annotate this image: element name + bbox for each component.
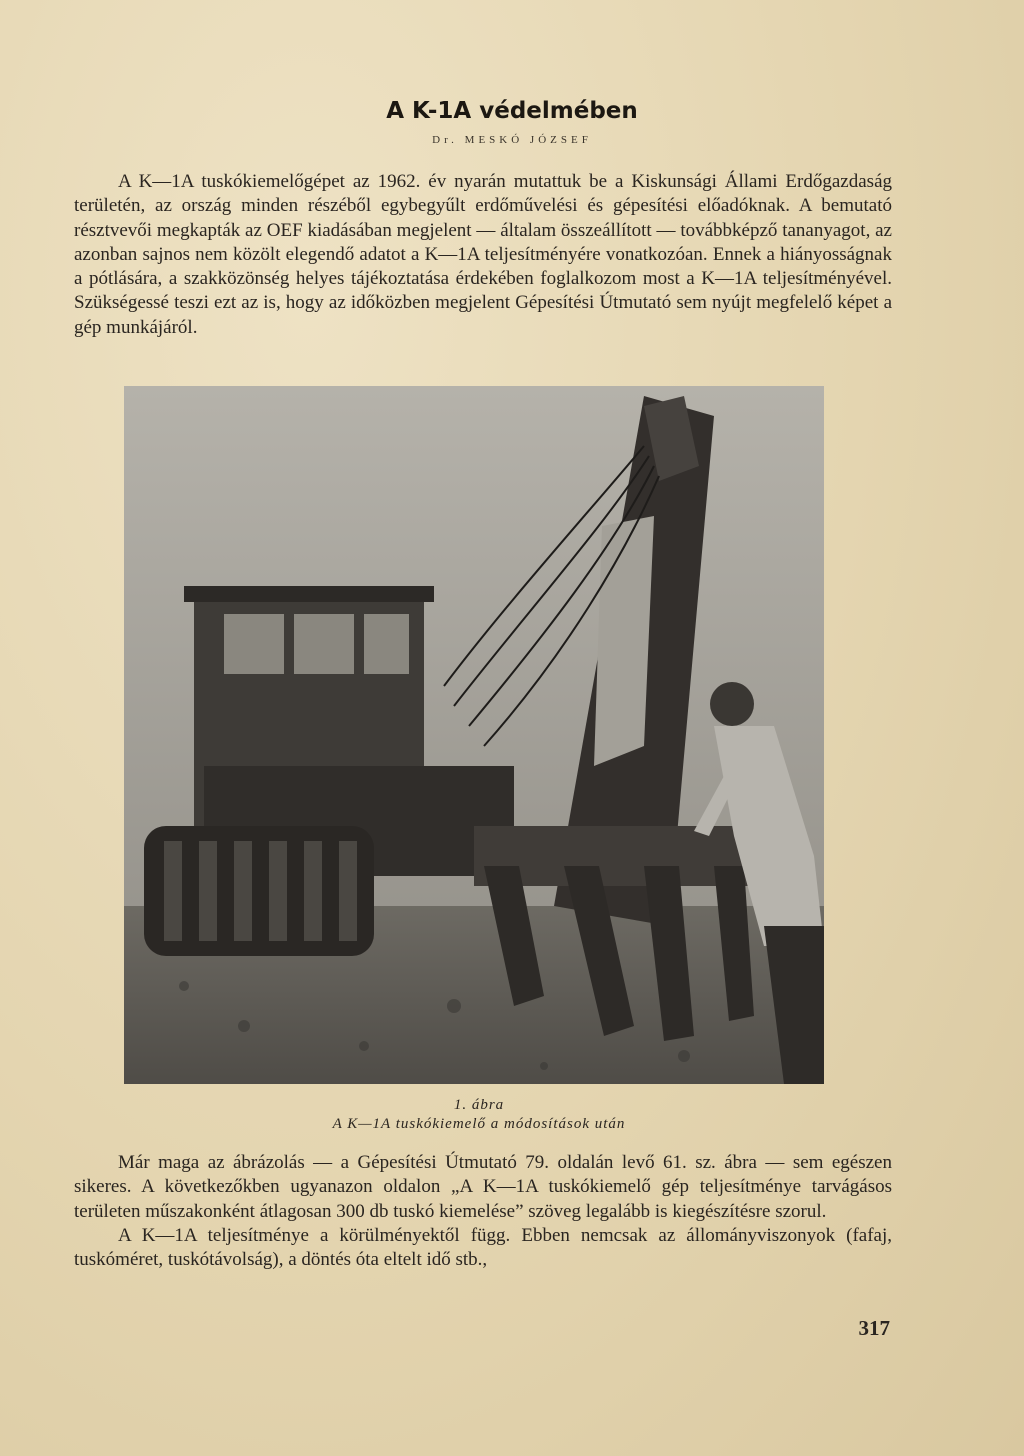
article-author: Dr. MESKÓ JÓZSEF — [432, 134, 592, 146]
intro-text — [74, 170, 892, 340]
tractor-stump-puller-illustration — [124, 386, 824, 1084]
page-number: 317 — [858, 1316, 890, 1340]
figure-number: 1. ábra — [453, 1097, 505, 1113]
intro-paragraph: A K—1A tuskókiemelőgépet az 1962. év nyarán mutattuk be a Kiskunsági Állami Erdőgazdaság területén, az ország minden részéből egybegyűlt erdőművelési és gépesítési előadóknak. A bemutató résztvevői megkapták az OEF kiadásában megjelent — általam összeállított — továbbképző tananyagot, az azonban sajnos nem közölt elegendő adatot a K—1A teljesítményére vonatkozóan. Ennek a hiányosságnak a pótlására, a szakközönség helyes tájékoztatása érdekében foglalkozom most a K—1A teljesítményével. Szükségessé teszi ezt az is, hogy az időközben megjelent Gépesítési Útmutató sem nyújt megfelelő képet a gép munkájáról. — [74, 171, 892, 338]
article-title: A K-1A védelmében — [386, 98, 638, 124]
figure-photo — [124, 386, 824, 1084]
paragraph: A K—1A teljesítménye a körülményektől függ. Ebben nemcsak az állományviszonyok (fafaj, tuskóméret, tuskótávolság), a döntés óta eltelt idő stb., — [74, 1224, 892, 1271]
paragraph: Már maga az ábrázolás — a Gépesítési Útmutató 79. oldalán levő 61. sz. ábra — sem egészen sikeres. A következőkben ugyanazon oldalon „A K—1A tuskókiemelő gép teljesítménye tarvágásos területen műszakonként átlagosan 300 db tuskó kiemelése” szöveg legalább is kiegészítésre szorul. — [74, 1152, 892, 1222]
figure-caption: A K—1A tuskókiemelő a módosítások után — [332, 1116, 626, 1132]
body-text-after-figure — [74, 1151, 892, 1272]
